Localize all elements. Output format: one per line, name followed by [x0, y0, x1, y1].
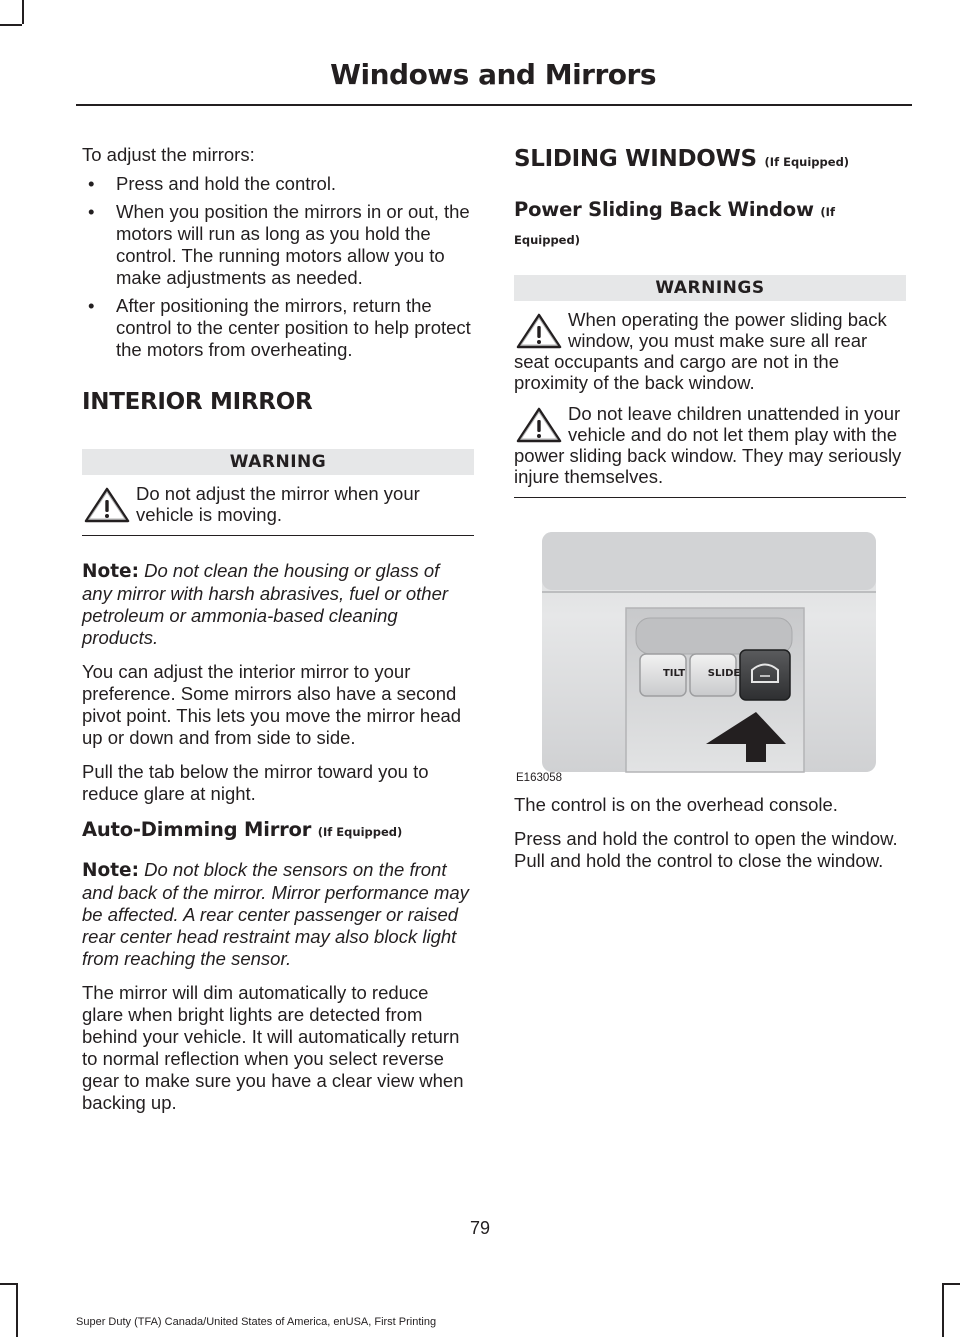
crop-mark	[0, 24, 22, 26]
sliding-windows-heading: SLIDING WINDOWS (If Equipped)	[514, 146, 850, 172]
warning-text: Do not adjust the mirror when your vehicle is moving.	[136, 483, 420, 525]
page-title: Windows and Mirrors	[330, 58, 656, 91]
warning-text: When operating the power sliding back window, you must make sure all rear seat occupants and cargo are not in the proximity of the back window.	[514, 309, 887, 393]
list-item: • Press and hold the control.	[88, 173, 337, 194]
warnings-box	[514, 275, 906, 498]
right-column	[514, 144, 906, 884]
warnings-heading: WARNINGS	[514, 275, 906, 301]
slide-button-label: SLIDE	[707, 668, 741, 679]
crop-mark	[942, 1283, 944, 1337]
warning-item	[82, 483, 474, 525]
bullet-glyph: •	[88, 173, 95, 194]
header-rule	[76, 104, 912, 106]
figure-code: E163058	[516, 772, 563, 784]
overhead-console-figure	[514, 522, 906, 784]
paragraph: The control is on the overhead console.	[514, 794, 838, 815]
intro-text: To adjust the mirrors:	[82, 144, 255, 165]
warning-triangle-icon	[514, 311, 564, 351]
adjust-steps-list	[82, 173, 474, 361]
warning-triangle-icon	[514, 405, 564, 445]
warning-item	[514, 309, 906, 393]
list-item: • When you position the mirrors in or out, the motors will run as long as you hold the control. The running motors allow you to make adjustments as needed.	[88, 201, 470, 288]
crop-mark	[0, 1283, 16, 1285]
tilt-button-label: TILT	[662, 668, 686, 679]
crop-mark	[22, 0, 24, 24]
auto-dimming-heading: Auto-Dimming Mirror (If Equipped)	[82, 818, 403, 841]
warning-box	[82, 449, 474, 536]
bullet-glyph: •	[88, 201, 95, 222]
list-item: • After positioning the mirrors, return the control to the center position to help protect the motors from overheating.	[88, 295, 471, 360]
power-sliding-heading: Power Sliding Back Window (If Equipped)	[514, 198, 835, 247]
paragraph: The mirror will dim automatically to reduce glare when bright lights are detected from behind your vehicle. It will automatically return to normal reflection when you select reverse gear to make sure you have a clear view when backing up.	[82, 982, 464, 1113]
warning-triangle-icon	[82, 485, 132, 525]
overhead-console-illustration	[514, 522, 906, 784]
warning-item	[514, 403, 906, 487]
bullet-glyph: •	[88, 295, 95, 316]
warning-heading: WARNING	[82, 449, 474, 475]
paragraph: You can adjust the interior mirror to your preference. Some mirrors also have a second pivot point. This lets you move the mirror head up or down and from side to side.	[82, 661, 462, 748]
crop-mark	[944, 1283, 960, 1285]
page-number: 79	[469, 1218, 491, 1238]
paragraph: Pull the tab below the mirror toward you to reduce glare at night.	[82, 761, 429, 804]
footer-text: Super Duty (TFA) Canada/United States of America, enUSA, First Printing	[76, 1316, 437, 1328]
note-sensors: Note: Do not block the sensors on the front and back of the mirror. Mirror performance may be affected. A rear center passenger or raised rear center head restraint may also block light from reaching the sensor.	[82, 859, 469, 969]
crop-mark	[16, 1283, 18, 1337]
warning-text: Do not leave children unattended in your vehicle and do not let them play with the power sliding back window. They may seriously injure themselves.	[514, 403, 902, 487]
paragraph: Press and hold the control to open the window. Pull and hold the control to close the window.	[514, 828, 898, 871]
left-column	[82, 144, 474, 1126]
note-clean: Note: Do not clean the housing or glass of any mirror with harsh abrasives, fuel or other petroleum or ammonia-based cleaning products.	[82, 560, 449, 648]
interior-mirror-heading: INTERIOR MIRROR	[82, 389, 313, 415]
